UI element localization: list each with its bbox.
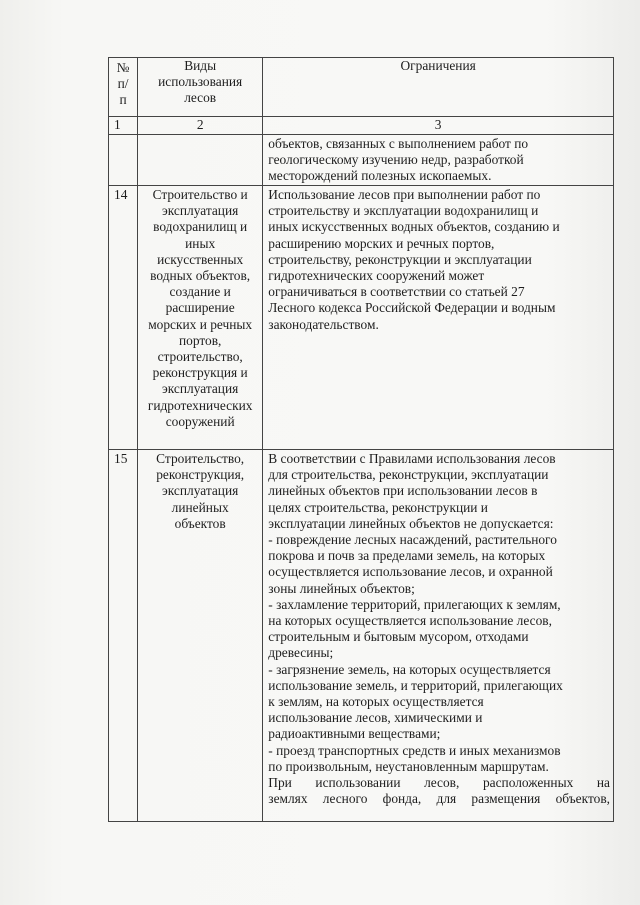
row-limits-cell [263, 450, 614, 822]
limits-line: Лесного кодекса Российской Федерации и водным [268, 300, 556, 316]
limits-line: покрова и почв за пределами земель, на которых [268, 548, 546, 564]
kind-line: реконструкция и [152, 365, 248, 381]
row-limits-cell [263, 186, 614, 450]
kind-line: Строительство и [152, 187, 248, 202]
row-kind-cell [138, 135, 263, 186]
limits-line: ограничиваться в соответствии со статьей 27 [268, 284, 525, 300]
column-number-cell: 1 [109, 117, 138, 135]
limits-line: гидротехнических сооружений может [268, 268, 485, 284]
row-number-cell: 14 [109, 186, 138, 450]
limits-line: строительству, реконструкции и эксплуатации [268, 251, 532, 267]
header-kind-line: лесов [184, 90, 217, 106]
column-number-cell: 3 [263, 117, 614, 135]
kind-line: искусственных [157, 251, 244, 267]
limits-line: законодательством. [268, 316, 379, 332]
limits-line: строительству и эксплуатации водохранилищ и [268, 203, 539, 219]
limits-line: геологическому изучению недр, разработкой [268, 152, 524, 168]
limits-line: осуществляется использование лесов, и охранной [268, 564, 553, 580]
limits-line: - загрязнение земель, на которых осуществляется [268, 661, 551, 677]
limits-line: Использование лесов при выполнении работ по [268, 187, 541, 202]
limits-line: радиоактивными веществами; [268, 726, 441, 742]
table-row [109, 135, 614, 186]
kind-line: эксплуатация [162, 483, 239, 499]
header-kind-line: использования [158, 74, 243, 90]
kind-line: Строительство, [156, 451, 245, 466]
header-number-line: № [116, 60, 130, 75]
kind-line: гидротехнических [147, 397, 253, 413]
limits-line: зоны линейных объектов; [268, 580, 415, 596]
limits-line: - проезд транспортных средств и иных механизмов [268, 742, 561, 758]
row-number-cell [109, 135, 138, 186]
kind-line: строительство, [157, 349, 243, 365]
header-number-line: п/ [117, 76, 129, 92]
kind-line: водохранилищ и [153, 219, 248, 235]
limits-line: использование земель, и территорий, прилегающих [268, 677, 563, 693]
kind-line: эксплуатация [162, 203, 239, 219]
kind-line: водных объектов, [150, 268, 251, 284]
header-kind-line: Виды [184, 58, 217, 73]
limits-line: При использовании лесов, расположенных на [268, 775, 610, 791]
row-number-cell: 15 [109, 450, 138, 822]
limits-line: для строительства, реконструкции, эксплуатации [268, 467, 549, 483]
kind-line: эксплуатация [162, 381, 239, 397]
limits-line: - повреждение лесных насаждений, растительного [268, 532, 557, 548]
kind-line: реконструкция, [156, 467, 245, 483]
column-number-cell: 2 [138, 117, 263, 135]
limits-line: использование лесов, химическими и [268, 710, 483, 726]
limits-line: объектов, связанных с выполнением работ по [268, 136, 529, 151]
limits-line: линейных объектов при использовании лесов в [268, 483, 538, 499]
table-row [109, 186, 614, 450]
row-kind-cell [138, 450, 263, 822]
row-kind-cell [138, 186, 263, 450]
header-kind-cell [138, 58, 263, 117]
kind-line: линейных [171, 499, 229, 515]
kind-line: иных [185, 235, 216, 251]
header-limits-text: Ограничения [400, 58, 476, 73]
limits-line: к землям, на которых осуществляется [268, 694, 484, 710]
limits-line: - захламление территорий, прилегающих к землям, [268, 596, 561, 612]
limits-line: древесины; [268, 645, 334, 661]
header-limits-cell [263, 58, 614, 117]
kind-line: морских и речных [148, 316, 253, 332]
limits-line: строительным и бытовым мусором, отходами [268, 629, 529, 645]
row-limits-cell [263, 135, 614, 186]
table-header-row [109, 58, 614, 117]
limits-line: эксплуатации линейных объектов не допускается: [268, 515, 554, 531]
column-numbers-row [109, 117, 614, 135]
kind-line: сооружений [165, 413, 235, 429]
kind-line: создание и [169, 284, 231, 300]
limits-line: иных искусственных водных объектов, созданию и [268, 219, 560, 235]
limits-line: месторождений полезных ископаемых. [268, 168, 492, 184]
kind-line: расширение [165, 300, 235, 316]
limits-line: расширению морских и речных портов, [268, 235, 495, 251]
kind-line: объектов [174, 515, 226, 531]
table-row [109, 450, 614, 822]
header-number-cell [109, 58, 138, 117]
limits-line: на которых осуществляется использование лесов, [268, 613, 552, 629]
limits-line: целях строительства, реконструкции и [268, 499, 488, 515]
limits-line: по произвольным, неустановленным маршрутам. [268, 758, 549, 774]
forest-use-restrictions-table [108, 57, 614, 822]
header-number-line: п [119, 92, 127, 108]
limits-line: В соответствии с Правилами использования лесов [268, 451, 556, 466]
limits-line: землях лесного фонда, для размещения объектов, [268, 791, 610, 807]
kind-line: портов, [178, 332, 222, 348]
